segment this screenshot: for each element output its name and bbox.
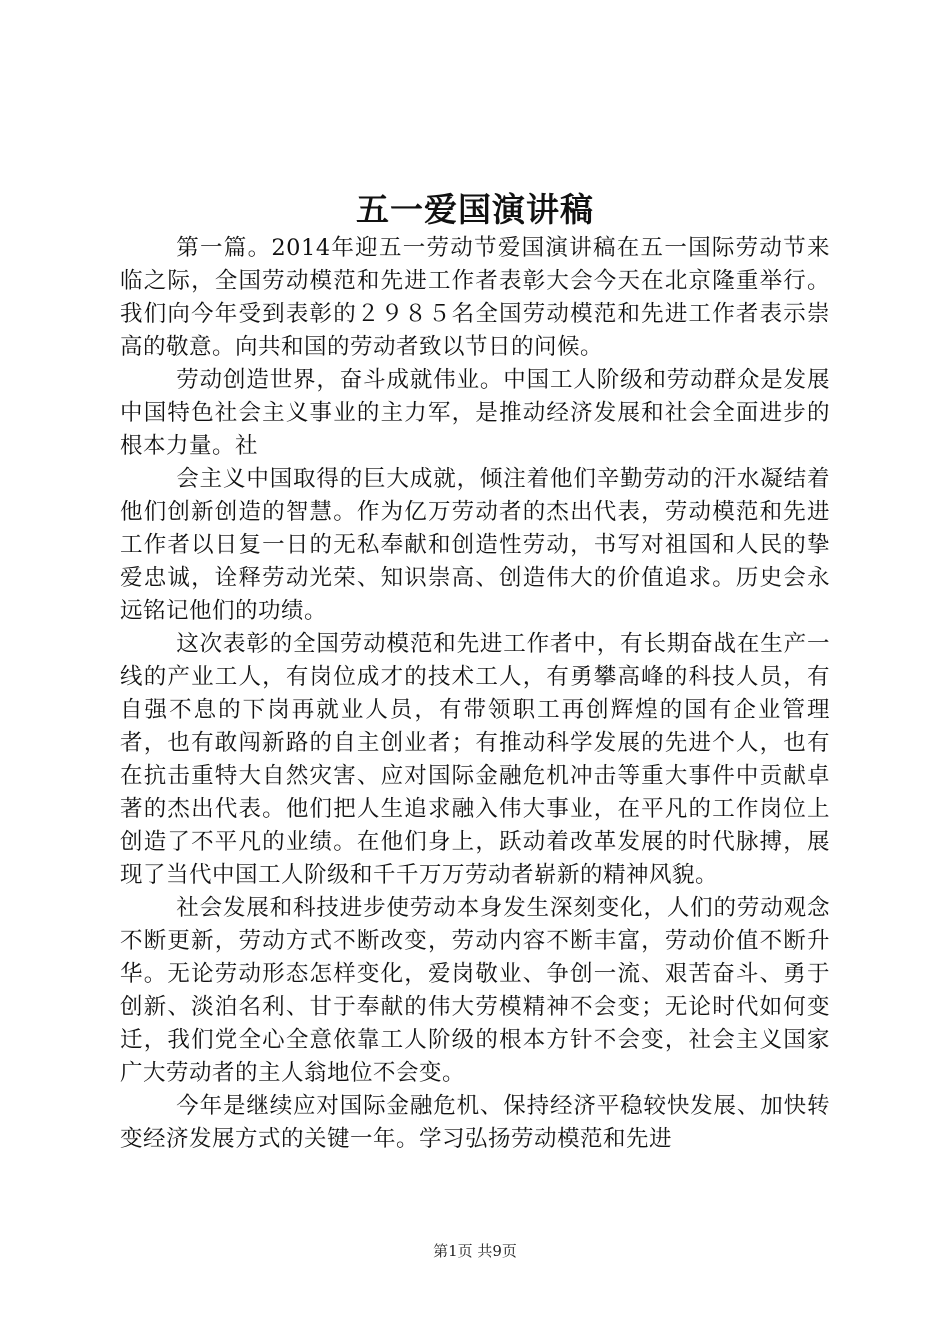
page-indicator: 第1页 共9页 xyxy=(433,1242,517,1260)
document-body xyxy=(120,232,830,1156)
page-footer xyxy=(0,1241,950,1261)
paragraph-1: 第一篇。2014年迎五一劳动节爱国演讲稿在五一国际劳动节来临之际，全国劳动模范和先进工作者表彰大会今天在北京隆重举行。我们向今年受到表彰的２９８５名全国劳动模范和先进工作者表示崇高的敬意。向共和国的劳动者致以节日的问候。 xyxy=(120,235,830,360)
paragraph-3: 会主义中国取得的巨大成就，倾注着他们辛勤劳动的汗水凝结着他们创新创造的智慧。作为亿万劳动者的杰出代表，劳动模范和先进工作者以日复一日的无私奉献和创造性劳动，书写对祖国和人民的挚爱忠诚，诠释劳动光荣、知识崇高、创造伟大的价值追求。历史会永远铭记他们的功绩。 xyxy=(120,466,830,624)
document-title: 五一爱国演讲稿 xyxy=(356,190,594,229)
paragraph-4: 这次表彰的全国劳动模范和先进工作者中，有长期奋战在生产一线的产业工人，有岗位成才的技术工人，有勇攀高峰的科技人员，有自强不息的下岗再就业人员，有带领职工再创辉煌的国有企业管理者，也有敢闯新路的自主创业者；有推动科学发展的先进个人，也有在抗击重特大自然灾害、应对国际金融危机冲击等重大事件中贡献卓著的杰出代表。他们把人生追求融入伟大事业，在平凡的工作岗位上创造了不平凡的业绩。在他们身上，跃动着改革发展的时代脉搏，展现了当代中国工人阶级和千千万万劳动者崭新的精神风貌。 xyxy=(120,631,830,888)
paragraph-5: 社会发展和科技进步使劳动本身发生深刻变化，人们的劳动观念不断更新，劳动方式不断改变，劳动内容不断丰富，劳动价值不断升华。无论劳动形态怎样变化，爱岗敬业、争创一流、艰苦奋斗、勇于创新、淡泊名利、甘于奉献的伟大劳模精神不会变；无论时代如何变迁，我们党全心全意依靠工人阶级的根本方针不会变，社会主义国家广大劳动者的主人翁地位不会变。 xyxy=(120,895,830,1086)
paragraph-6: 今年是继续应对国际金融危机、保持经济平稳较快发展、加快转变经济发展方式的关键一年。学习弘扬劳动模范和先进 xyxy=(120,1093,830,1152)
paragraph-2: 劳动创造世界，奋斗成就伟业。中国工人阶级和劳动群众是发展中国特色社会主义事业的主力军，是推动经济发展和社会全面进步的根本力量。社 xyxy=(120,367,830,459)
